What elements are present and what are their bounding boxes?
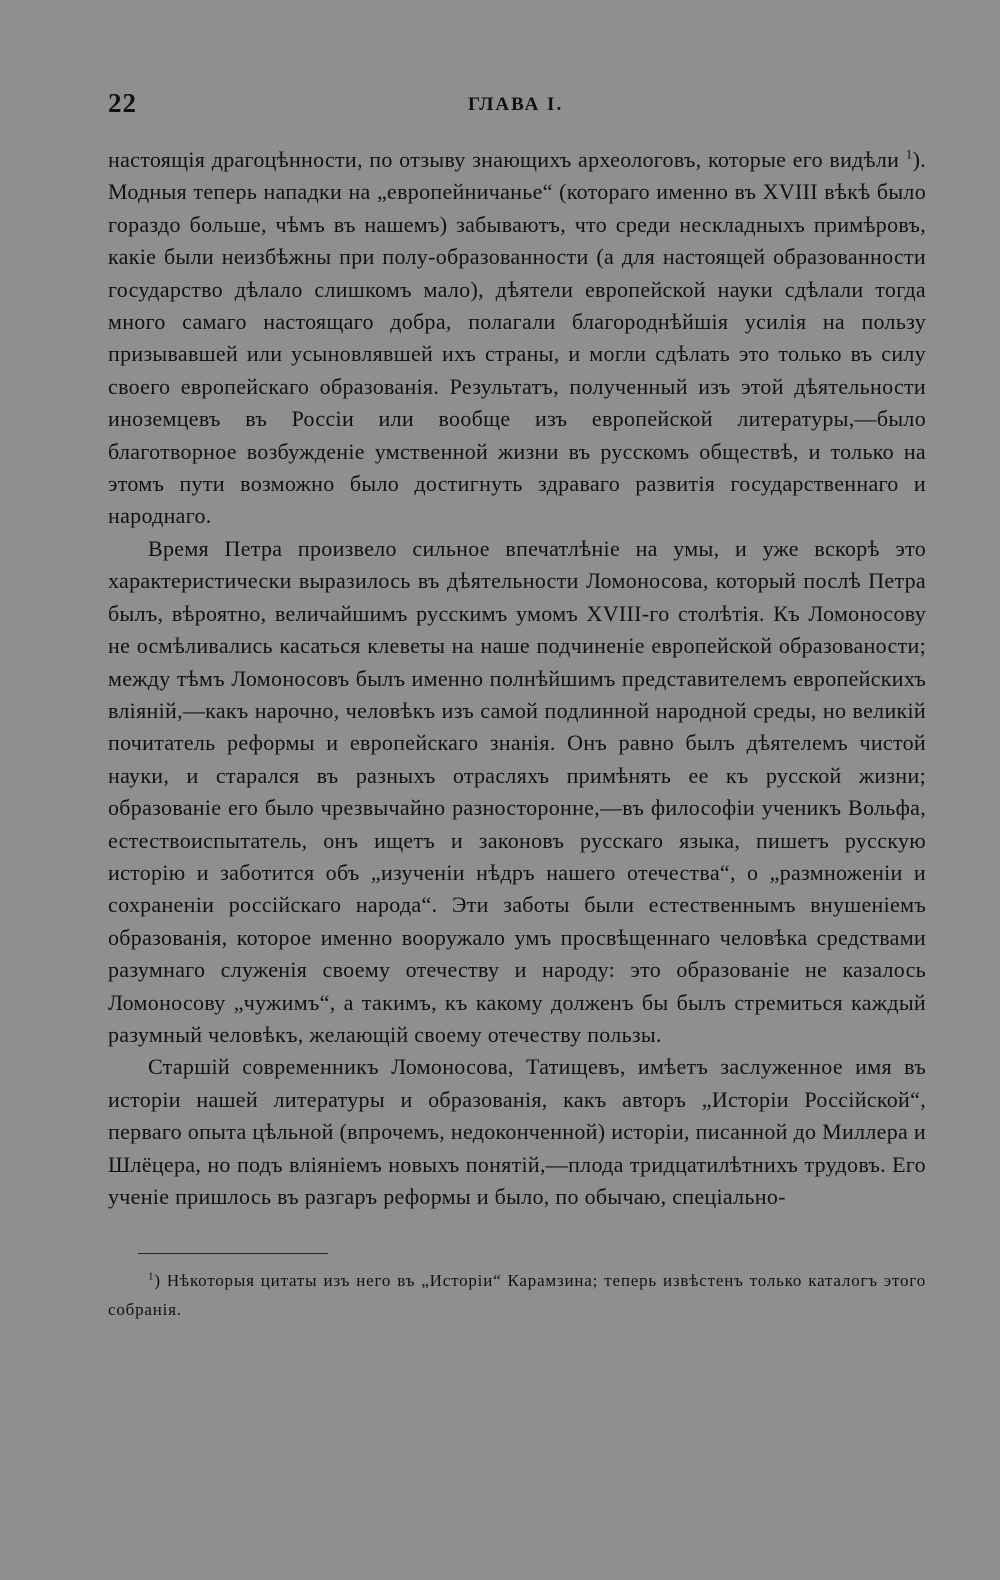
book-page	[108, 88, 926, 1324]
paragraph-1-text-end: ). Модныя теперь нападки на „европейничанье“ (котораго именно въ XVIII вѣкѣ было гораздо больше, чѣмъ въ нашемъ) забываютъ, что среди нескладныхъ примѣровъ, какіе были неизбѣжны при полу-образованности (а для настоящей образованности государство дѣлало слишкомъ мало), дѣятели европейской науки сдѣлали тогда много самаго настоящаго добра, полагали благороднѣйшія усилія на пользу призывавшей или усыновлявшей ихъ страны, и могли сдѣлать это только въ силу своего европейскаго образованія. Результатъ, полученный изъ этой дѣятельности иноземцевъ въ Россіи или вообще изъ европейской литературы,—было благотворное возбужденіе умственной жизни въ русскомъ обществѣ, и только на этомъ пути возможно было достигнуть здраваго развитія государственнаго и народнаго.	[108, 147, 926, 529]
footnote-divider	[138, 1253, 328, 1254]
footnote-marker: 1	[148, 1270, 155, 1283]
paragraph-2: Время Петра произвело сильное впечатлѣніе на умы, и уже вскорѣ это характеристически выразилось въ дѣятельности Ломоносова, который послѣ Петра былъ, вѣроятно, величайшимъ русскимъ умомъ XVIII-го столѣтія. Къ Ломоносову не осмѣливались касаться клеветы на наше подчиненіе европейской образованости; между тѣмъ Ломоносовъ былъ именно полнѣйшимъ представителемъ европейскихъ вліяній,—какъ нарочно, человѣкъ изъ самой подлинной народной среды, но великій почитатель реформы и европейскаго знанія. Онъ равно былъ дѣятелемъ чистой науки, и старался въ разныхъ отрасляхъ примѣнять ее къ русской жизни; образованіе его было чрезвычайно разносторонне,—въ философіи ученикъ Вольфа, естествоиспытатель, онъ ищетъ и законовъ русскаго языка, пишетъ русскую исторію и заботится объ „изученіи нѣдръ нашего отечества“, о „размноженіи и сохраненіи россійскаго народа“. Эти заботы были естественнымъ внушеніемъ образованія, которое именно вооружало умъ просвѣщеннаго человѣка средствами разумнаго служенія своему отечеству и народу: это образованіе не казалось Ломоносову „чужимъ“, а такимъ, къ какому долженъ бы былъ стремиться каждый разумный человѣкъ, желающій своему отечеству пользы.	[108, 535, 926, 1047]
chapter-title: ГЛАВА I.	[468, 94, 564, 115]
footnote	[108, 1266, 926, 1324]
footnote-text: ) Нѣкоторыя цитаты изъ него въ „Исторіи“ Карамзина; теперь извѣстенъ только каталогъ этого собранія.	[108, 1271, 926, 1320]
page-number: 22	[108, 88, 137, 118]
paragraph-1-text-start: настоящія драгоцѣнности, по отзыву знающихъ археологовъ, которые его видѣли	[108, 147, 906, 172]
paragraph-3: Старшій современникъ Ломоносова, Татищевъ, имѣетъ заслуженное имя въ исторіи нашей литературы и образованія, какъ авторъ „Исторіи Россійской“, перваго опыта цѣльной (впрочемъ, недоконченной) исторіи, писанной до Миллера и Шлёцера, но подъ вліяніемъ новыхъ понятій,—плода тридцатилѣтнихъ трудовъ. Его ученіе пришлось въ разгаръ реформы и было, по обычаю, спеціально-	[108, 1054, 926, 1209]
paragraph-1	[108, 144, 926, 533]
body-text	[108, 144, 926, 1213]
running-head	[108, 88, 926, 128]
footnote-reference: 1	[905, 146, 913, 162]
